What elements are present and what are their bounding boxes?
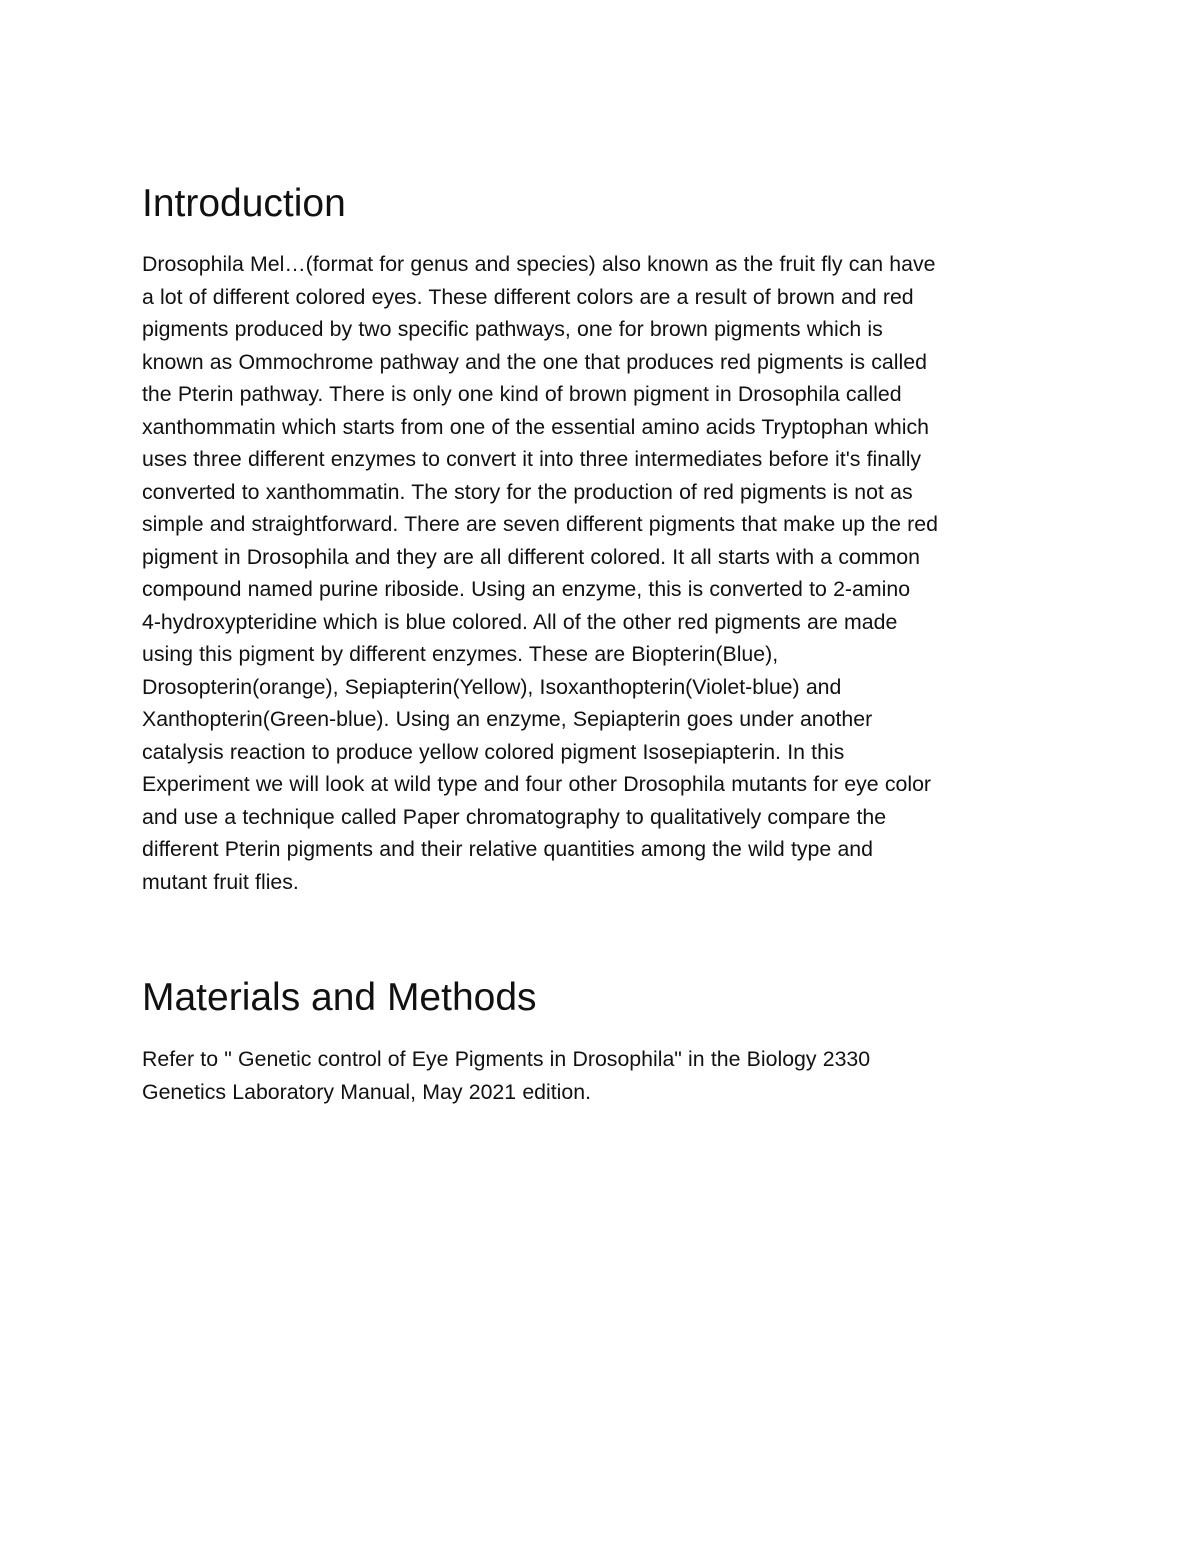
paragraph-line: Drosophila Mel…(format for genus and species) also known as the fruit fly can have [142,252,936,276]
paragraph-line: known as Ommochrome pathway and the one that produces red pigments is called [142,349,927,374]
heading-introduction: Introduction [142,182,346,225]
paragraph-line: catalysis reaction to produce yellow colored pigment Isosepiapterin. In this [142,739,845,764]
paragraph-line: Genetics Laboratory Manual, May 2021 edition. [142,1079,591,1104]
paragraph-line: compound named purine riboside. Using an enzyme, this is converted to 2-amino [142,577,911,601]
paragraph-line: pigment in Drosophila and they are all different colored. It all starts with a common [142,544,920,569]
paragraph-line: a lot of different colored eyes. These different colors are a result of brown and red [142,284,914,309]
materials-methods-paragraph [142,1043,1072,1108]
paragraph-line: Refer to " Genetic control of Eye Pigments in Drosophila" in the Biology 2330 [142,1047,871,1071]
paragraph-line: and use a technique called Paper chromatography to qualitatively compare the [142,804,887,829]
document-content [142,180,1072,1108]
paragraph-line: the Pterin pathway. There is only one kind of brown pigment in Drosophila called [142,382,902,406]
paragraph-line: converted to xanthommatin. The story for the production of red pigments is not as [142,479,913,504]
paragraph-line: different Pterin pigments and their relative quantities among the wild type and [142,837,873,861]
paragraph-line: simple and straightforward. There are seven different pigments that make up the red [142,512,938,536]
heading-materials-and-methods: Materials and Methods [142,976,537,1019]
paragraph-line: Drosopterin(orange), Sepiapterin(Yellow), Isoxanthopterin(Violet-blue) and [142,674,842,699]
introduction-paragraph [142,248,1072,898]
paragraph-line: Experiment we will look at wild type and four other Drosophila mutants for eye color [142,772,932,796]
paragraph-line: uses three different enzymes to convert it into three intermediates before it's finally [142,447,922,471]
paragraph-line: pigments produced by two specific pathways, one for brown pigments which is [142,317,883,341]
paragraph-line: using this pigment by different enzymes. These are Biopterin(Blue), [142,642,779,666]
paragraph-line: 4-hydroxypteridine which is blue colored. All of the other red pigments are made [142,609,898,634]
paragraph-line: Xanthopterin(Green-blue). Using an enzyme, Sepiapterin goes under another [142,707,873,731]
paragraph-line: mutant fruit flies. [142,869,299,894]
paragraph-line: xanthommatin which starts from one of the essential amino acids Tryptophan which [142,414,929,439]
